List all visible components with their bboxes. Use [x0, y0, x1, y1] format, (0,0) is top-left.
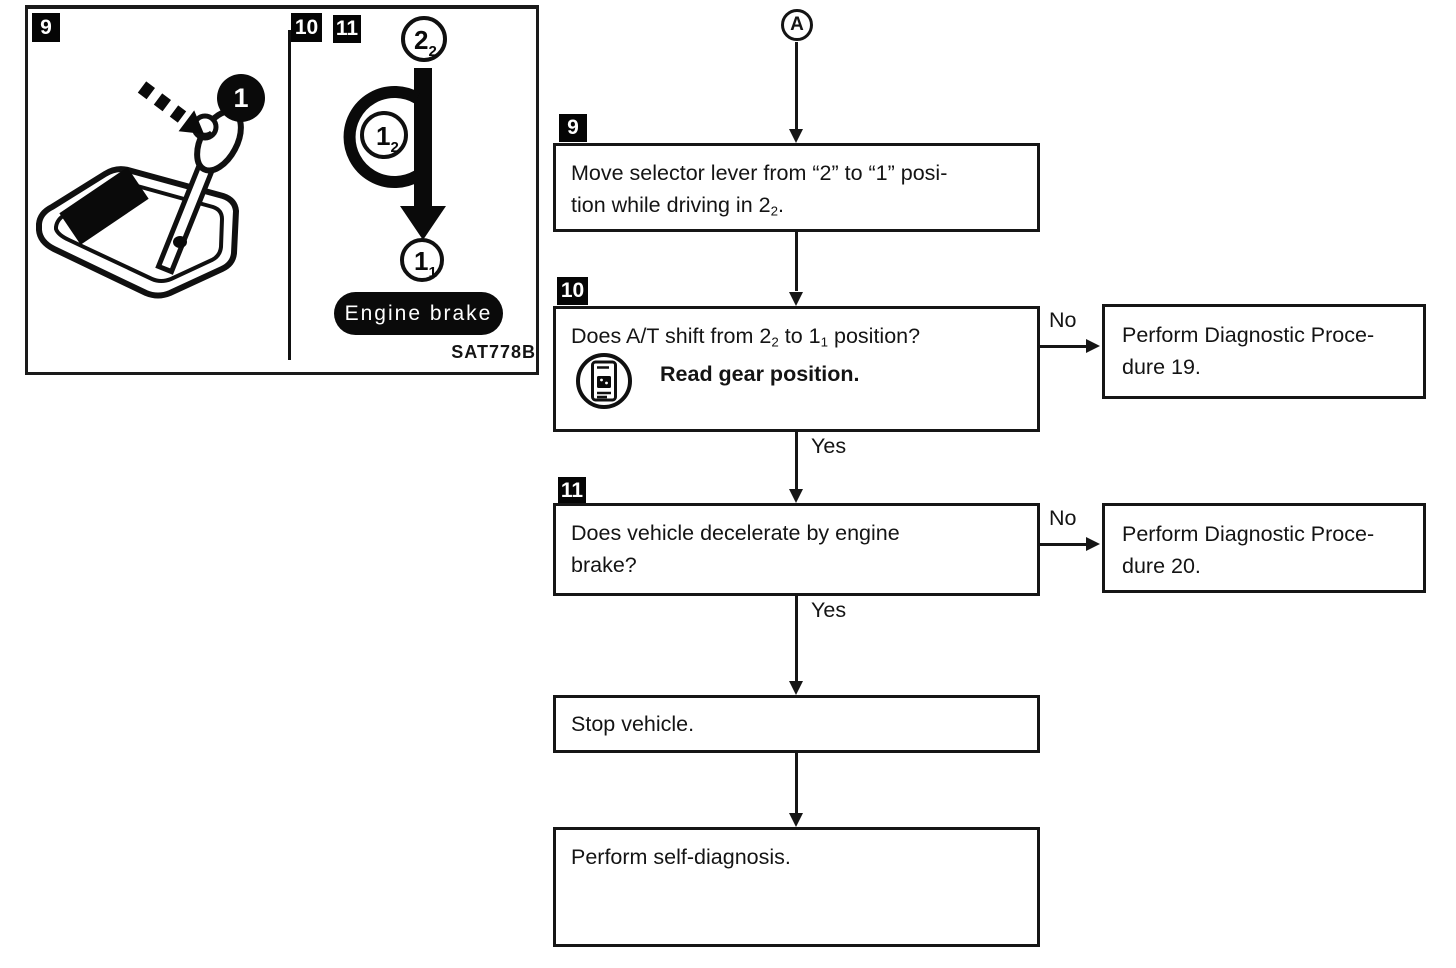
step11-line2: brake?	[571, 553, 637, 578]
step10-action-label: Read gear position.	[660, 362, 860, 386]
step10-q-sub2: 1	[820, 334, 829, 350]
arrowhead-step11-icon	[789, 489, 803, 503]
step11-box	[553, 503, 1040, 596]
step10-no-label: No	[1049, 308, 1077, 332]
arrowhead-step10-icon	[789, 292, 803, 306]
step9-badge	[559, 114, 587, 142]
figure-sat778b	[25, 5, 539, 375]
step10-badge-label: 10	[560, 279, 585, 302]
gear-1-1-label: $1_1$	[414, 246, 437, 281]
edge-a-to-step9	[795, 42, 798, 132]
step9-line2: tion while driving in 2	[571, 193, 771, 218]
proc20-line2: dure 20.	[1122, 554, 1201, 579]
proc19-box	[1102, 304, 1426, 399]
engine-brake-pill-label: Engine brake	[344, 301, 493, 325]
edge-step10-no	[1040, 345, 1088, 348]
engine-brake-pill	[334, 292, 503, 335]
step11-yes-label: Yes	[811, 598, 847, 622]
step10-box	[553, 306, 1040, 432]
gear-2-2-label: $2_2$	[414, 25, 437, 60]
step9-badge-label: 9	[567, 116, 579, 139]
push-arrow-dashes	[142, 87, 182, 117]
step10-action-row	[574, 351, 860, 411]
figure-badge-11-label: 11	[335, 17, 359, 40]
arrowhead-proc19-icon	[1086, 339, 1100, 353]
step10-question	[571, 324, 920, 348]
selector-lever-illustration	[30, 37, 282, 362]
consult-tool-icon	[574, 351, 634, 411]
proc20-box	[1102, 503, 1426, 593]
lever-detent-button	[173, 236, 187, 248]
proc19-line1: Perform Diagnostic Proce-	[1122, 323, 1375, 347]
step9-line1: Move selector lever from “2” to “1” posi-	[571, 161, 948, 185]
self-diagnosis-text: Perform self-diagnosis.	[571, 845, 791, 869]
edge-step9-to-step10	[795, 232, 798, 291]
step10-yes-label: Yes	[811, 434, 847, 458]
stop-box	[553, 695, 1040, 753]
arrowhead-step9-icon	[789, 129, 803, 143]
step10-q-sub1: 2	[771, 334, 779, 350]
gear-1-2-label: $1_2$	[376, 121, 399, 156]
self-diagnosis-box	[553, 827, 1040, 947]
step9-box	[553, 143, 1040, 232]
shift-arrow-head-icon	[400, 206, 446, 240]
step9-line2-sub: 2	[770, 203, 779, 219]
callout-1-label: 1	[233, 83, 249, 113]
connector-a	[781, 9, 813, 41]
proc19-line2: dure 19.	[1122, 355, 1201, 380]
step9-line2-end: .	[778, 193, 784, 218]
step10-q-pre: Does A/T shift from 2	[571, 324, 772, 348]
arrowhead-stop-icon	[789, 681, 803, 695]
step10-q-end: position?	[828, 324, 921, 348]
shift-arrow-bar	[414, 68, 432, 210]
arrowhead-proc20-icon	[1086, 537, 1100, 551]
proc20-line1: Perform Diagnostic Proce-	[1122, 522, 1375, 546]
step11-badge	[558, 477, 586, 504]
step10-badge	[557, 277, 588, 305]
step11-badge-label: 11	[560, 478, 584, 502]
figure-badge-9-label: 9	[40, 15, 52, 39]
figure-caption: SAT778B	[451, 342, 536, 362]
step11-no-label: No	[1049, 506, 1077, 530]
edge-stop-to-selfdiag	[795, 753, 798, 813]
step10-q-mid: to 1	[778, 324, 821, 348]
edge-step10-to-step11	[795, 432, 798, 489]
edge-step11-to-stop	[795, 596, 798, 681]
edge-step11-no	[1040, 543, 1088, 546]
stop-text: Stop vehicle.	[571, 712, 695, 736]
connector-a-label: A	[790, 14, 804, 35]
figure-badge-10-label: 10	[294, 15, 319, 39]
arrowhead-selfdiag-icon	[789, 813, 803, 827]
step11-line1: Does vehicle decelerate by engine	[571, 521, 900, 545]
